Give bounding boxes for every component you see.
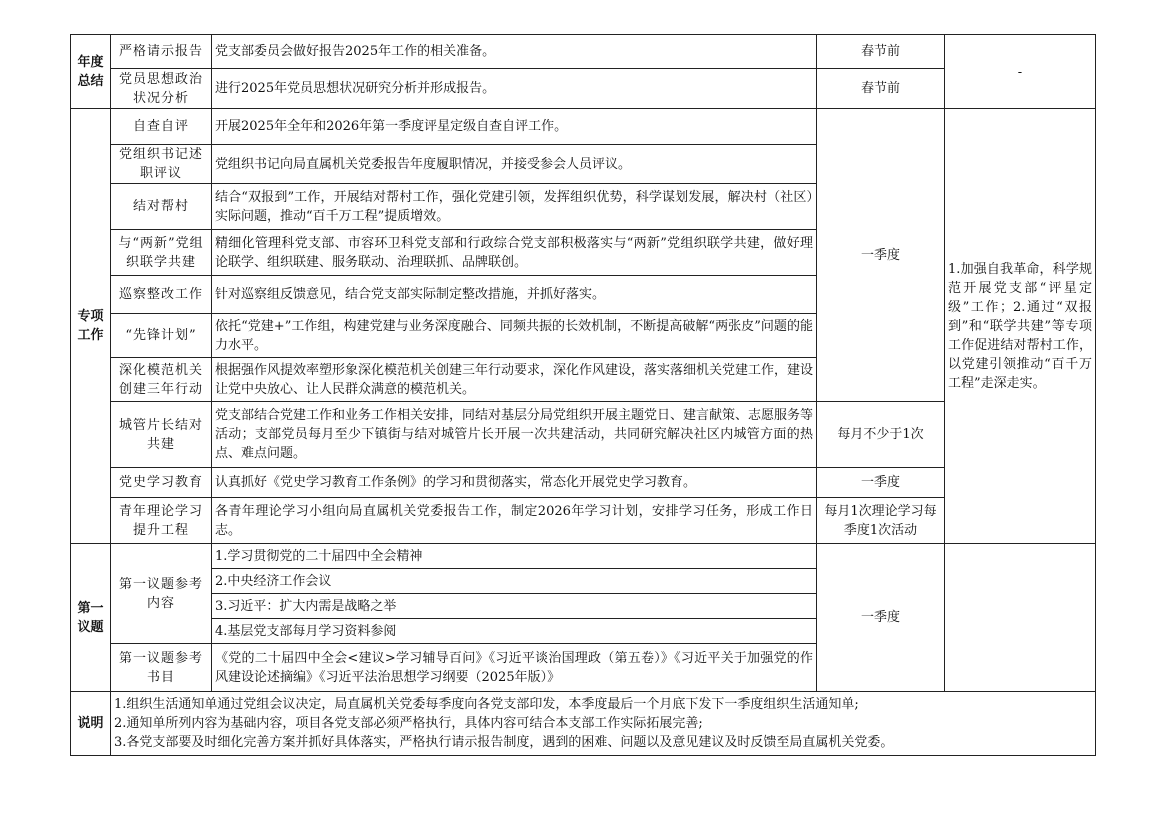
row-content: 针对巡察组反馈意见，结合党支部实际制定整改措施，并抓好落实。 — [212, 276, 817, 314]
row-content: 结合“双报到”工作，开展结对帮村工作，强化党建引领，发挥组织优势，科学谋划发展，解决村（社区）实际问题，推动“百千万工程”提质增效。 — [212, 184, 817, 230]
section-annual-summary: 年度总结 — [71, 35, 111, 109]
row-item: 巡察整改工作 — [111, 276, 212, 314]
row-item: 与“两新”党组织联学共建 — [111, 230, 212, 276]
row-content: 各青年理论学习小组向局直属机关党委报告工作，制定2026年学习计划，安排学习任务，形成工作日志。 — [212, 498, 817, 544]
row-time: 每月不少于1次 — [817, 402, 945, 468]
row-item: 严格请示报告 — [111, 35, 212, 69]
row-time: 春节前 — [817, 35, 945, 69]
topic-item: 4.基层党支部每月学习资料参阅 — [212, 619, 817, 644]
topic-books: 《党的二十届四中全会<建议>学习辅导百问》《习近平谈治国理政（第五卷）》《习近平关于加强党的作风建设论述摘编》《习近平法治思想学习纲要（2025年版）》 — [212, 644, 817, 692]
topic-item: 1.学习贯彻党的二十届四中全会精神 — [212, 544, 817, 569]
section-notes: 说明 — [71, 692, 111, 756]
annual-goal: - — [945, 35, 1096, 109]
row-time: 春节前 — [817, 69, 945, 109]
topic-content-label: 第一议题参考内容 — [111, 544, 212, 644]
row-item: 结对帮村 — [111, 184, 212, 230]
row-item: 党组织书记述职评议 — [111, 145, 212, 184]
topic-books-label: 第一议题参考书目 — [111, 644, 212, 692]
row-content: 根据强作风提效率塑形象深化模范机关创建三年行动要求，深化作风建设，落实落细机关党建工作，建设让党中央放心、让人民群众满意的模范机关。 — [212, 358, 817, 402]
row-content: 进行2025年党员思想状况研究分析并形成报告。 — [212, 69, 817, 109]
row-content: 开展2025年全年和2026年第一季度评星定级自查自评工作。 — [212, 109, 817, 145]
notes-cell — [111, 692, 1096, 756]
row-item: 城管片长结对共建 — [111, 402, 212, 468]
row-content: 精细化管理科党支部、市容环卫科党支部和行政综合党支部积极落实与“两新”党组织联学共建，做好理论联学、组织联建、服务联动、治理联抓、品牌联创。 — [212, 230, 817, 276]
row-item: 自查自评 — [111, 109, 212, 145]
row-time: 每月1次理论学习每季度1次活动 — [817, 498, 945, 544]
row-item: 深化模范机关创建三年行动 — [111, 358, 212, 402]
note-line: 2.通知单所列内容为基础内容，项目各党支部必须严格执行，具体内容可结合本支部工作实际拓展完善; — [114, 716, 703, 731]
note-line: 1.组织生活通知单通过党组会议决定，局直属机关党委每季度向各党支部印发，本季度最后一个月底下发下一季度组织生活通知单; — [114, 697, 859, 712]
row-item: 党史学习教育 — [111, 468, 212, 498]
topic-time: 一季度 — [817, 544, 945, 692]
row-item: 青年理论学习提升工程 — [111, 498, 212, 544]
row-item: “先锋计划” — [111, 314, 212, 358]
row-item: 党员思想政治状况分析 — [111, 69, 212, 109]
row-content: 依托“党建+”工作组，构建党建与业务深度融合、同频共振的长效机制，不断提高破解“两张皮”问题的能力水平。 — [212, 314, 817, 358]
row-content: 党组织书记向局直属机关党委报告年度履职情况，并接受参会人员评议。 — [212, 145, 817, 184]
section-special-work: 专项工作 — [71, 109, 111, 544]
topic-item: 3.习近平：扩大内需是战略之举 — [212, 594, 817, 619]
row-content: 党支部结合党建工作和业务工作相关安排，同结对基层分局党组织开展主题党日、建言献策、志愿服务等活动；支部党员每月至少下镇街与结对城管片长开展一次共建活动，共同研究解决社区内城管方面的热点、难点问题。 — [212, 402, 817, 468]
topic-item: 2.中央经济工作会议 — [212, 569, 817, 594]
row-time: 一季度 — [817, 468, 945, 498]
special-goal: 1.加强自我革命，科学规范开展党支部“评星定级”工作；2.通过“双报到”和“联学共建”等专项工作促进结对帮村工作，以党建引领推动“百千万工程”走深走实。 — [945, 109, 1096, 544]
row-content: 认真抓好《党史学习教育工作条例》的学习和贯彻落实，常态化开展党史学习教育。 — [212, 468, 817, 498]
row-time: 一季度 — [817, 109, 945, 402]
row-content: 党支部委员会做好报告2025年工作的相关准备。 — [212, 35, 817, 69]
section-first-topic: 第一议题 — [71, 544, 111, 692]
topic-goal-empty — [945, 544, 1096, 692]
note-line: 3.各党支部要及时细化完善方案并抓好具体落实，严格执行请示报告制度，遇到的困难、问题以及意见建议及时反馈至局直属机关党委。 — [114, 735, 894, 750]
org-life-table — [70, 34, 1096, 756]
